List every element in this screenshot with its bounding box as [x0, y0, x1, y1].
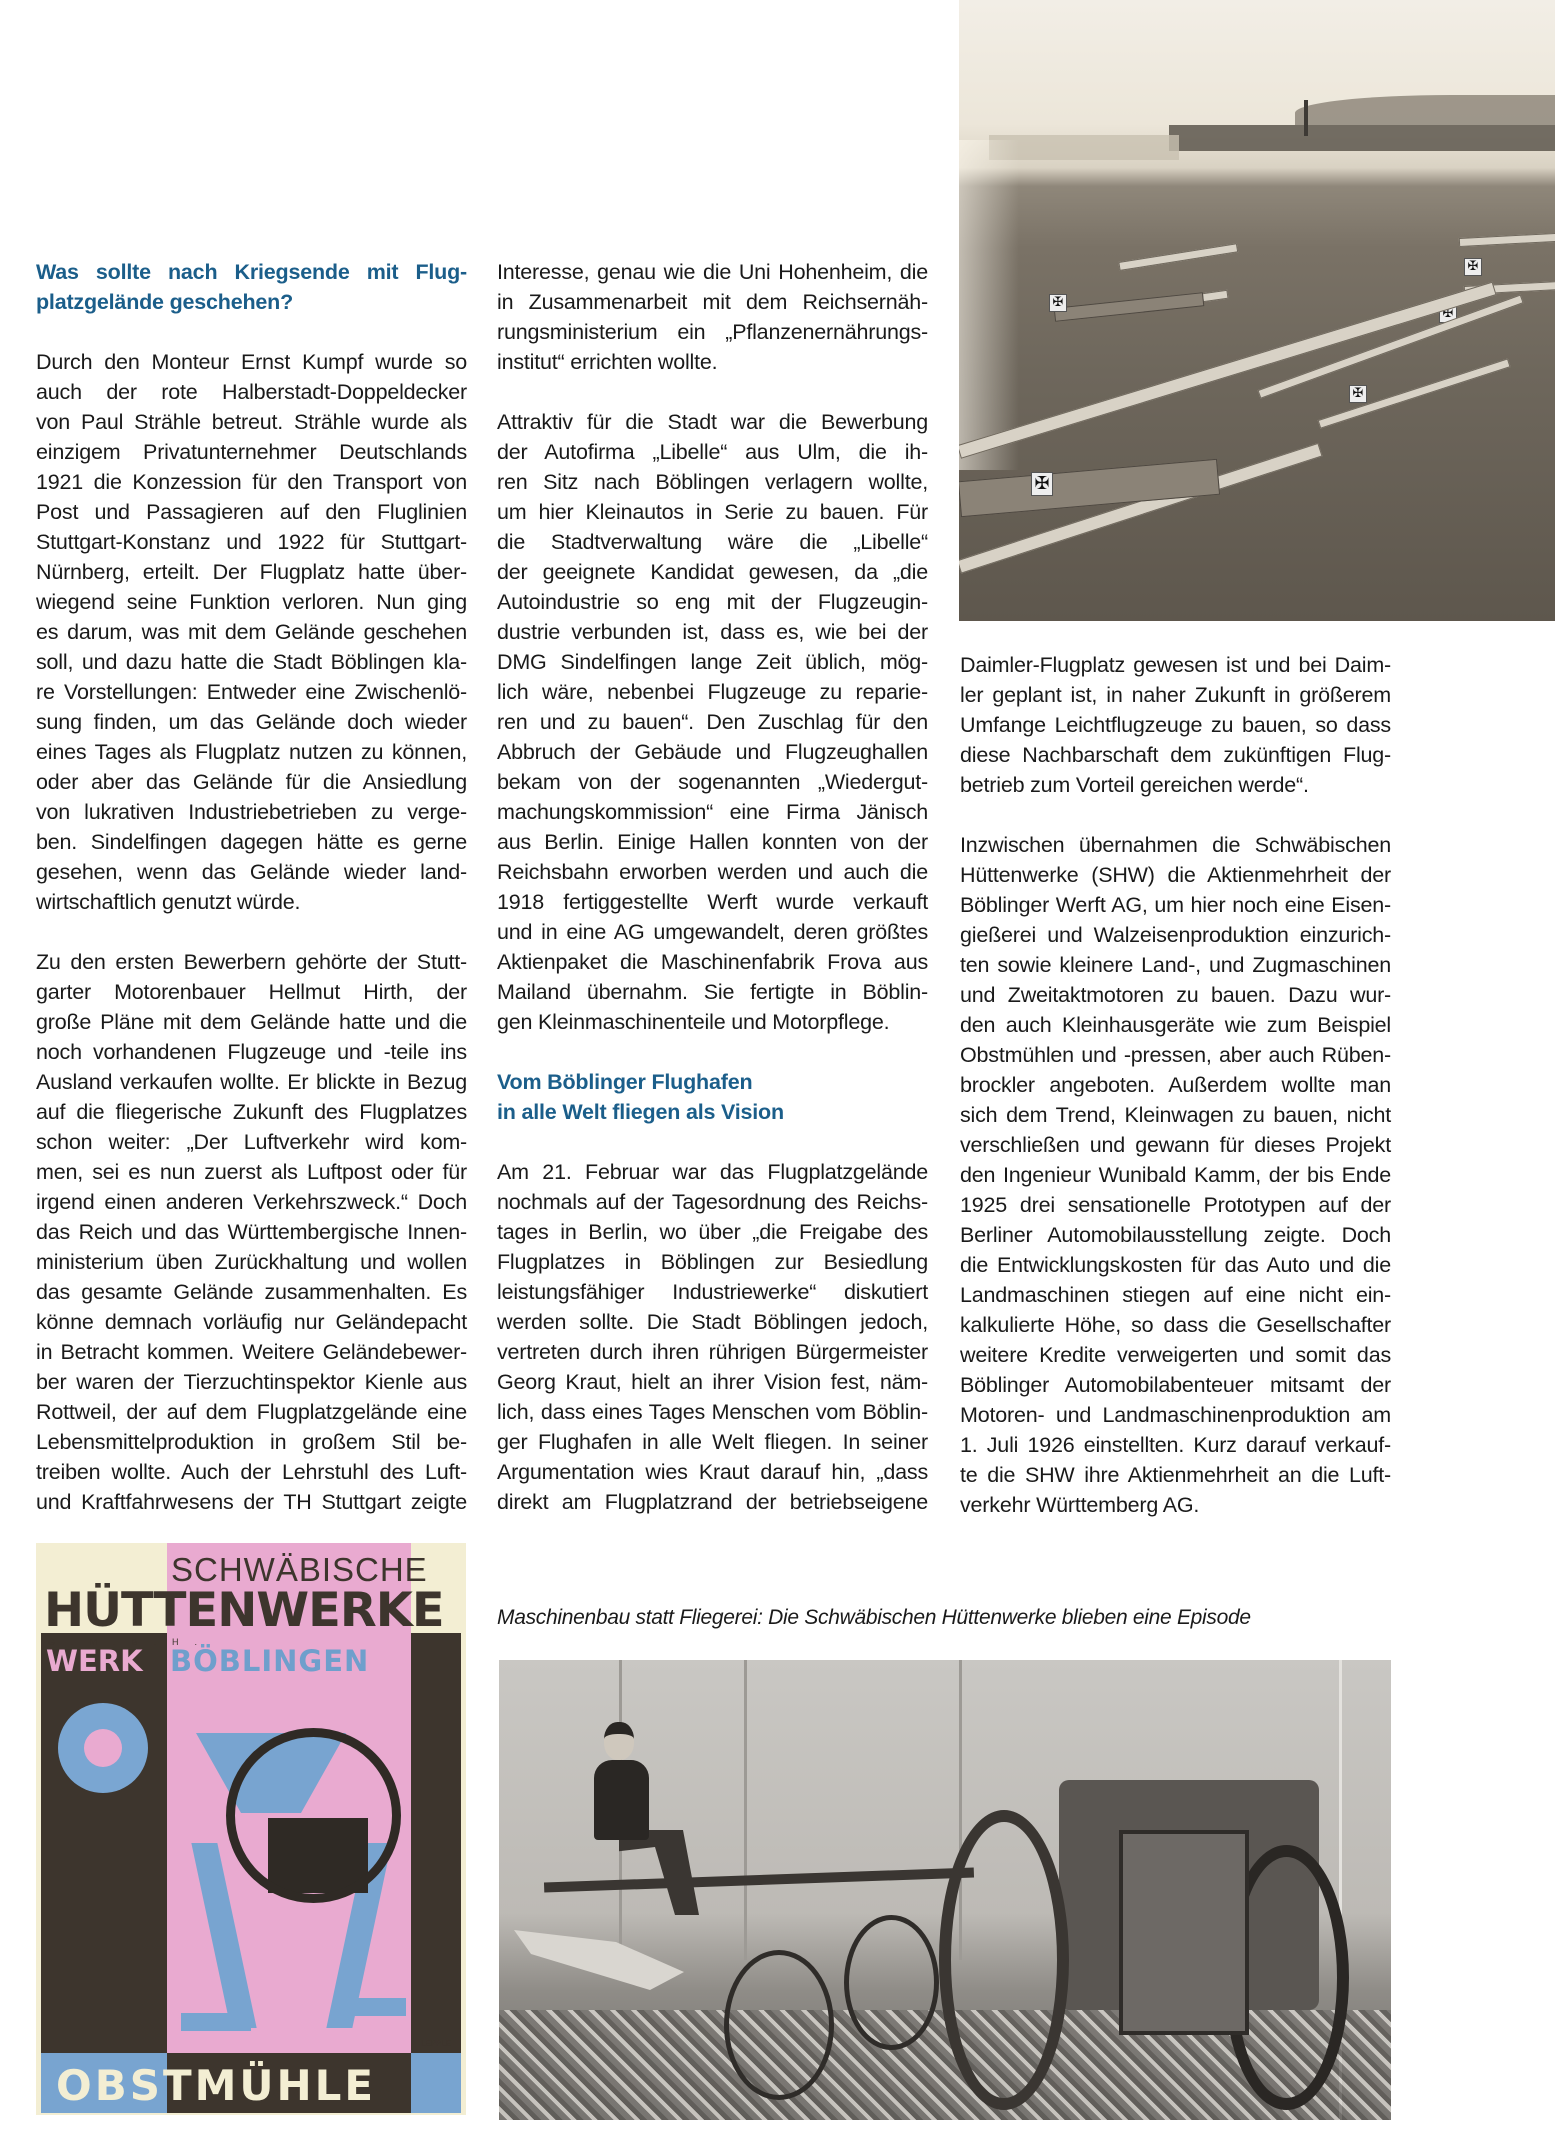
text-line: um hier Kleinautos in Serie zu bauen. Für [497, 500, 928, 524]
text-line: in Zusammenarbeit mit dem Reichsernäh- [497, 290, 928, 314]
photo-treeline [1169, 125, 1555, 151]
text-line: diese Nachbarschaft dem zukünftigen Flug- [960, 743, 1391, 767]
text-line: betrieb zum Vorteil gereichen werde“. [960, 773, 1309, 797]
text-line: gießerei und Walzeisenproduktion einzurich- [960, 923, 1391, 947]
text-line: machungskommission“ eine Firma Jänisch [497, 800, 928, 824]
photo-glare [959, 140, 1019, 470]
text-line: werden sollte. Die Stadt Böblingen jedoch, [497, 1310, 928, 1334]
text-line: aus Berlin. Einige Hallen konnten von der [497, 830, 928, 854]
article-column-2 [497, 257, 928, 1517]
text-line: oder aber das Gelände für die Ansiedlung [36, 770, 467, 794]
text-line: verschließen und gewann für dieses Projekt [960, 1133, 1391, 1157]
text-line: Interesse, genau wie die Uni Hohenheim, die [497, 260, 928, 284]
biplane-fuselage [1054, 292, 1205, 322]
poster-title-obstmuehle: OBSTMÜHLE [56, 2061, 377, 2110]
text-line: die Stadtverwaltung wäre die „Libelle“ [497, 530, 928, 554]
text-line: vertreten durch ihren rührigen Bürgermeister [497, 1340, 928, 1364]
text-line: Daimler-Flugplatz gewesen ist und bei Daim- [960, 653, 1391, 677]
text-line: te die SHW ihre Aktienmehrheit an die Luft- [960, 1463, 1391, 1487]
text-line: 1. Juli 1926 einstellten. Kurz darauf verkauf- [960, 1433, 1391, 1457]
paragraph [497, 257, 928, 377]
text-line: re Vorstellungen: Entweder eine Zwischenlö- [36, 680, 467, 704]
text-line: Am 21. Februar war das Flugplatzgelände [497, 1160, 928, 1184]
biplane-wing [1459, 233, 1555, 247]
text-line: ler geplant ist, in naher Zukunft in größerem [960, 683, 1391, 707]
text-line: 1921 die Konzession für den Transport von [36, 470, 467, 494]
text-line: eines Tages als Flugplatz nutzen zu können, [36, 740, 467, 764]
text-line: weitere Kredite verweigerten und somit das [960, 1343, 1391, 1367]
text-line: der Autofirma „Libelle“ aus Ulm, die ih- [497, 440, 928, 464]
text-line: gen Kleinmaschinenteile und Motorpflege. [497, 1010, 890, 1034]
text-line: Attraktiv für die Stadt war die Bewerbung [497, 410, 928, 434]
poster-gmbh: G.M.B.H. [48, 1637, 214, 1647]
iron-cross-icon: ✠ [1464, 258, 1482, 276]
biplane-wing [1318, 358, 1511, 428]
text-line: Rottweil, der auf dem Flugplatzgelände eine [36, 1400, 467, 1424]
poster-band-right [411, 2053, 461, 2113]
driver-head [604, 1722, 634, 1760]
text-line: ren Sitz nach Böblingen verlagern wollte, [497, 470, 928, 494]
paragraph [497, 407, 928, 1037]
text-line: DMG Sindelfingen lange Zeit üblich, mög- [497, 650, 928, 674]
text-line: rungsministerium ein „Pflanzenernährungs- [497, 320, 928, 344]
text-line: Aktienpaket die Maschinenfabrik Frova aus [497, 950, 928, 974]
text-line: 1925 drei sensationelle Prototypen auf der [960, 1193, 1391, 1217]
article-column-3 [960, 650, 1391, 1520]
text-line: ministerium üben Zurückhaltung und wollen [36, 1250, 467, 1274]
photo-hill [1295, 95, 1555, 125]
text-line: das Reich und das Württembergische Innen- [36, 1220, 467, 1244]
tractor-plow-photo [499, 1660, 1391, 2120]
text-line: direkt am Flugplatzrand der betriebseigene [497, 1490, 928, 1514]
text-line: treiben wollte. Auch der Lehrstuhl des Luft- [36, 1460, 467, 1484]
iron-cross-icon: ✠ [1031, 472, 1053, 496]
text-line: lich, dass eines Tages Menschen vom Böblin- [497, 1400, 928, 1424]
text-line: Georg Kraut, hielt an ihrer Vision fest, näm- [497, 1370, 928, 1394]
text-line: Motoren- und Landmaschinenproduktion am [960, 1403, 1391, 1427]
tractor-front-wheel [939, 1810, 1069, 2110]
text-line: könne demnach vorläufig nur Geländepacht [36, 1310, 467, 1334]
text-line: Inzwischen übernahmen die Schwäbischen [960, 833, 1391, 857]
article-column-1 [36, 257, 467, 1517]
text-line: Argumentation wies Kraut darauf hin, „dass [497, 1460, 928, 1484]
iron-cross-icon: ✠ [1049, 294, 1067, 312]
text-line: lich wäre, nebenbei Flugzeuge zu reparie- [497, 680, 928, 704]
poster-signature: LEPPLE [421, 2039, 452, 2048]
plow-frame [544, 1867, 974, 1892]
plow-blade [514, 1930, 684, 1990]
mill-foot [181, 2013, 251, 2031]
text-line: Reichsbahn erworben werden und auch die [497, 860, 928, 884]
text-line: Mailand übernahm. Sie fertigte in Böblin- [497, 980, 928, 1004]
text-line: große Pläne mit dem Gelände hatte und die [36, 1010, 467, 1034]
photo-wall-seam [744, 1660, 747, 1960]
text-line: in Betracht kommen. Weitere Geländebewer- [36, 1340, 467, 1364]
image-caption: Maschinenbau statt Fliegerei: Die Schwäbischen Hüttenwerke blieben eine Episode [497, 1606, 1251, 1629]
text-line: leistungsfähiger Industriewerke“ diskutiert [497, 1280, 928, 1304]
biplane-wing [959, 282, 1497, 459]
text-line: ren und zu bauen“. Den Zuschlag für den [497, 710, 928, 734]
airfield-biplanes-photo [959, 0, 1555, 621]
paragraph [36, 347, 467, 917]
poster-werk: WERK [46, 1644, 143, 1678]
text-line: wirtschaftlich genutzt würde. [36, 890, 301, 914]
text-line: Nürnberg, erteilt. Der Flugplatz hatte über- [36, 560, 467, 584]
text-line: der geeignete Kandidat gewesen, da „die [497, 560, 928, 584]
text-line: Berliner Automobilausstellung zeigte. Doch [960, 1223, 1391, 1247]
iron-cross-icon: ✠ [1439, 305, 1457, 323]
driver-legs [619, 1830, 699, 1915]
text-line: schon weiter: „Der Luftverkehr wird kom- [36, 1130, 467, 1154]
text-line: wiegend seine Funktion verloren. Nun ging [36, 590, 467, 614]
heading-line: platzgelände geschehen? [36, 290, 294, 314]
paragraph [960, 650, 1391, 800]
text-line: verkehr Württemberg AG. [960, 1493, 1200, 1517]
text-line: bekam von der sogenannten „Wiedergut- [497, 770, 928, 794]
text-line: Autoindustrie so eng mit der Flugzeugin- [497, 590, 928, 614]
text-line: nochmals auf der Tagesordnung des Reichs- [497, 1190, 928, 1214]
plow-wheel [844, 1915, 939, 2050]
paragraph [960, 830, 1391, 1520]
mill-foot [336, 1998, 406, 2016]
text-line: Ausland verkaufen wollte. Er blickte in Bezug [36, 1070, 467, 1094]
text-line: Böblinger Automobilabenteuer mitsamt der [960, 1373, 1391, 1397]
text-line: Böblinger Werft AG, um hier noch eine Eisen- [960, 893, 1391, 917]
text-line: ber waren der Tierzuchtinspektor Kienle aus [36, 1370, 467, 1394]
gear-logo-center [84, 1729, 122, 1767]
text-line: ten sowie kleinere Land-, und Zugmaschinen [960, 953, 1391, 977]
section-heading-flughafen-vision [497, 1067, 928, 1127]
text-line: ben. Sindelfingen dagegen hätte es gerne [36, 830, 467, 854]
photo-chimney [1304, 100, 1308, 136]
text-line: Lebensmittelproduktion in großem Stil be- [36, 1430, 467, 1454]
text-line: sich dem Trend, Kleinwagen zu bauen, nicht [960, 1103, 1391, 1127]
text-line: und Kraftfahrwesens der TH Stuttgart zeigte [36, 1490, 467, 1514]
heading-line: Was sollte nach Kriegsende mit Flug- [36, 260, 467, 284]
text-line: Landmaschinen stiegen auf eine nicht ein- [960, 1283, 1391, 1307]
text-line: gesehen, wenn das Gelände wieder land- [36, 860, 467, 884]
text-line: sung finden, um das Gelände doch wieder [36, 710, 467, 734]
poster-boeblingen: BÖBLINGEN [170, 1644, 370, 1678]
poster-title-huettenwerke: HÜTTENWERKE [44, 1583, 444, 1638]
text-line: Flugplatzes in Böblingen zur Besiedlung [497, 1250, 928, 1274]
heading-line: in alle Welt fliegen als Vision [497, 1100, 784, 1124]
text-line: irgend einen anderen Verkehrszweck.“ Doch [36, 1190, 467, 1214]
text-line: institut“ errichten wollte. [497, 350, 718, 374]
text-line: brockler angeboten. Außerdem wollte man [960, 1073, 1391, 1097]
paragraph [497, 1157, 928, 1517]
text-line: soll, und dazu hatte die Stadt Böblingen kla- [36, 650, 467, 674]
text-line: auf die fliegerische Zukunft des Flugplatzes [36, 1100, 467, 1124]
text-line: tages in Berlin, wo über „die Freigabe des [497, 1220, 928, 1244]
text-line: garter Motorenbauer Hellmut Hirth, der [36, 980, 467, 1004]
text-line: von Paul Strähle betreut. Strähle wurde als [36, 410, 467, 434]
poster-dark-panel-left [41, 1633, 167, 2053]
driver-figure [594, 1760, 649, 1840]
text-line: das gesamte Gelände zusammenhalten. Es [36, 1280, 467, 1304]
text-line: Hüttenwerke (SHW) die Aktienmehrheit der [960, 863, 1391, 887]
text-line: dustrie verbunden ist, dass es, wie bei der [497, 620, 928, 644]
text-line: die Entwicklungskosten für das Auto und die [960, 1253, 1391, 1277]
text-line: Post und Passagieren auf den Fluglinien [36, 500, 467, 524]
text-line: Durch den Monteur Ernst Kumpf wurde so [36, 350, 467, 374]
section-heading-kriegsende [36, 257, 467, 317]
mill-flywheel-icon [226, 1728, 401, 1903]
poster-dark-panel-right [411, 1633, 461, 2053]
text-line: von lukrativen Industriebetrieben zu verge- [36, 800, 467, 824]
text-line: es darum, was mit dem Gelände geschehen [36, 620, 467, 644]
text-line: auch der rote Halberstadt-Doppeldecker [36, 380, 467, 404]
text-line: ger Flughafen in alle Welt fliegen. In seiner [497, 1430, 928, 1454]
text-line: Obstmühlen und -pressen, aber auch Rüben- [960, 1043, 1391, 1067]
plow-wheel [724, 1950, 834, 2100]
heading-line: Vom Böblinger Flughafen [497, 1070, 753, 1094]
text-line: und in eine AG umgewandelt, deren größtes [497, 920, 928, 944]
biplane-wing [1118, 243, 1238, 271]
tractor-radiator [1119, 1830, 1249, 2035]
text-line: kalkulierte Höhe, so dass die Gesellschafter [960, 1313, 1391, 1337]
paragraph [36, 947, 467, 1517]
iron-cross-icon: ✠ [1349, 385, 1367, 403]
text-line: noch vorhandenen Flugzeuge und -teile ins [36, 1040, 467, 1064]
text-line: Umfange Leichtflugzeuge zu bauen, so dass [960, 713, 1391, 737]
text-line: und Zweitaktmotoren zu bauen. Dazu wur- [960, 983, 1391, 1007]
text-line: Stuttgart-Konstanz und 1922 für Stuttgart- [36, 530, 467, 554]
text-line: 1918 fertiggestellte Werft wurde verkauft [497, 890, 928, 914]
text-line: Zu den ersten Bewerbern gehörte der Stutt- [36, 950, 467, 974]
poster-title-schwaebische: SCHWÄBISCHE [171, 1551, 428, 1588]
shw-obstmuehle-poster [36, 1543, 466, 2115]
text-line: Abbruch der Gebäude und Flugzeughallen [497, 740, 928, 764]
text-line: einzigem Privatunternehmer Deutschlands [36, 440, 467, 464]
text-line: men, sei es nun zuerst als Luftpost oder für [36, 1160, 467, 1184]
text-line: den auch Kleinhausgeräte wie zum Beispiel [960, 1013, 1391, 1037]
text-line: den Ingenieur Wunibald Kamm, der bis Ende [960, 1163, 1391, 1187]
